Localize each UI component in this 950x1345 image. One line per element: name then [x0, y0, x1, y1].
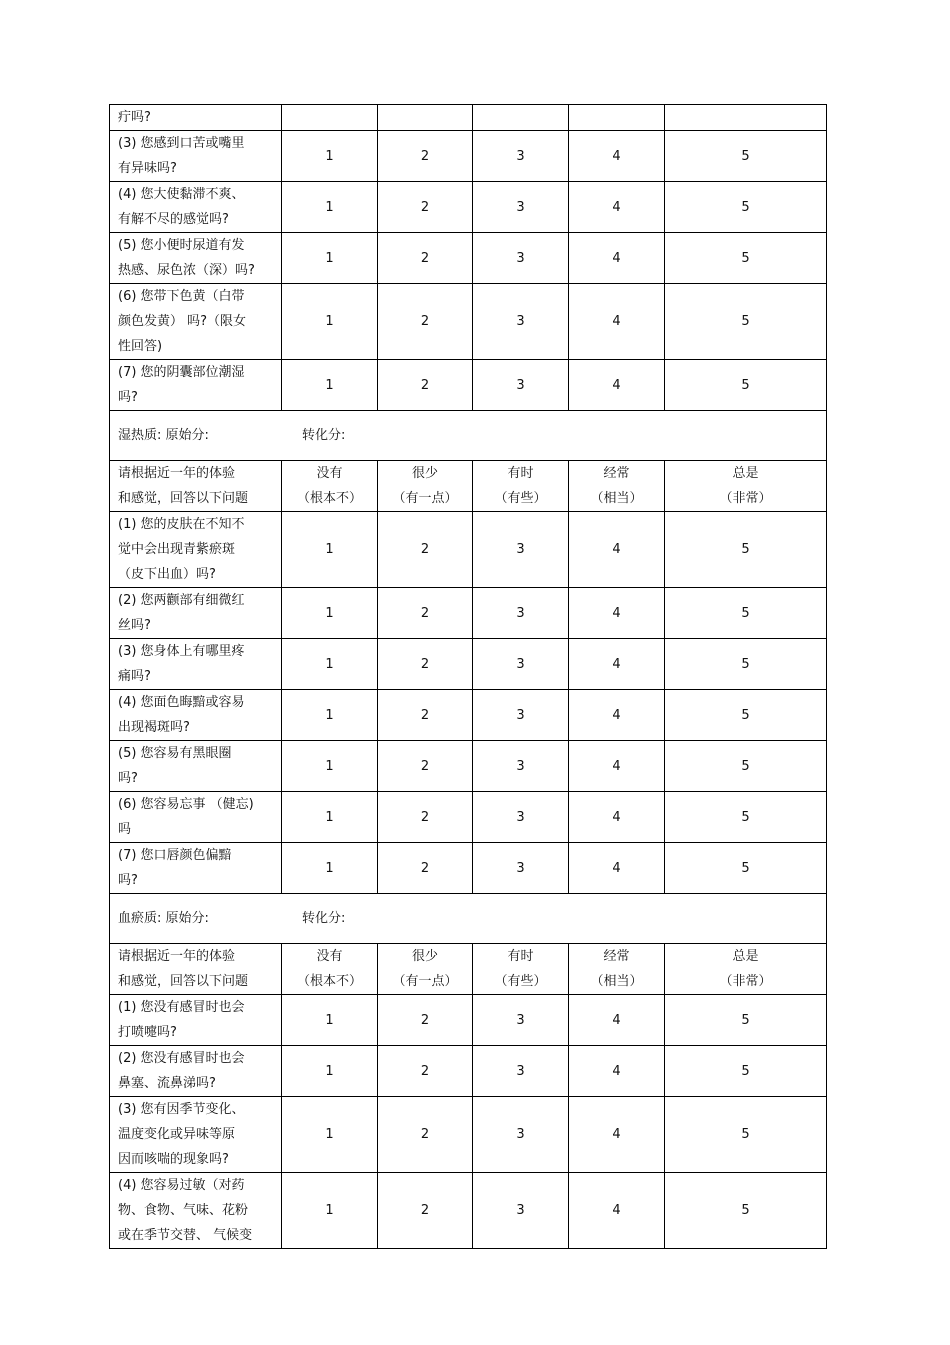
empty-score-cell	[473, 105, 569, 131]
option-header-3	[473, 944, 569, 995]
question-row	[110, 639, 827, 690]
question-line: 吗	[118, 822, 132, 837]
score-option-5[interactable]: 5	[665, 741, 827, 792]
score-option-5[interactable]: 5	[665, 1097, 827, 1173]
score-option-3[interactable]: 3	[473, 1173, 569, 1249]
question-line: 有解不尽的感觉吗?	[118, 212, 229, 227]
score-option-4[interactable]: 4	[569, 233, 665, 284]
question-text	[110, 741, 282, 792]
score-option-2[interactable]: 2	[378, 995, 473, 1046]
question-line: 因而咳喘的现象吗?	[118, 1152, 229, 1167]
converted-score-label: 转化分:	[302, 911, 346, 926]
raw-score-label: 湿热质: 原始分:	[118, 428, 209, 443]
question-text	[110, 995, 282, 1046]
option-sublabel: （有些）	[494, 974, 547, 989]
question-row	[110, 741, 827, 792]
score-option-3[interactable]: 3	[473, 233, 569, 284]
option-sublabel: （有些）	[494, 491, 547, 506]
question-text	[110, 182, 282, 233]
score-option-1[interactable]: 1	[282, 792, 378, 843]
option-sublabel: （相当）	[590, 491, 643, 506]
question-line: 热感、尿色浓（深）吗?	[118, 263, 255, 278]
option-label: 很少	[411, 949, 438, 964]
score-option-3[interactable]: 3	[473, 995, 569, 1046]
score-summary-row	[110, 411, 827, 461]
score-option-3[interactable]: 3	[473, 1046, 569, 1097]
empty-score-cell	[282, 105, 378, 131]
converted-score-label: 转化分:	[302, 428, 346, 443]
score-option-1[interactable]: 1	[282, 512, 378, 588]
score-option-5[interactable]: 5	[665, 588, 827, 639]
score-option-2[interactable]: 2	[378, 131, 473, 182]
question-row	[110, 233, 827, 284]
question-row	[110, 588, 827, 639]
score-option-4[interactable]: 4	[569, 284, 665, 360]
score-option-1[interactable]: 1	[282, 741, 378, 792]
score-option-3[interactable]: 3	[473, 792, 569, 843]
question-row	[110, 182, 827, 233]
score-option-1[interactable]: 1	[282, 1046, 378, 1097]
question-line: 出现褐斑吗?	[118, 720, 190, 735]
option-label: 总是	[732, 466, 759, 481]
header-prompt-line: 请根据近一年的体验	[118, 949, 236, 964]
option-label: 很少	[411, 466, 438, 481]
score-option-1[interactable]: 1	[282, 284, 378, 360]
score-option-5[interactable]: 5	[665, 690, 827, 741]
score-option-4[interactable]: 4	[569, 588, 665, 639]
question-row	[110, 843, 827, 894]
question-text	[110, 284, 282, 360]
question-line: (7) 您的阴囊部位潮湿	[118, 365, 245, 380]
score-option-4[interactable]: 4	[569, 792, 665, 843]
score-option-4[interactable]: 4	[569, 512, 665, 588]
score-option-1[interactable]: 1	[282, 1173, 378, 1249]
question-line: (5) 您容易有黑眼圈	[118, 746, 232, 761]
question-line: 觉中会出现青紫瘀斑	[118, 542, 236, 557]
score-option-3[interactable]: 3	[473, 284, 569, 360]
option-header-1	[282, 461, 378, 512]
score-option-3[interactable]: 3	[473, 360, 569, 411]
option-header-1	[282, 944, 378, 995]
score-option-3[interactable]: 3	[473, 588, 569, 639]
question-line: (6) 您容易忘事 （健忘)	[118, 797, 254, 812]
question-text	[110, 690, 282, 741]
header-row	[110, 461, 827, 512]
score-option-2[interactable]: 2	[378, 360, 473, 411]
score-option-3[interactable]: 3	[473, 1097, 569, 1173]
question-line: (3) 您感到口苦或嘴里	[118, 136, 245, 151]
question-text	[110, 1097, 282, 1173]
option-sublabel: （根本不）	[296, 491, 362, 506]
header-prompt-line: 和感觉，回答以下问题	[118, 491, 249, 506]
score-option-3[interactable]: 3	[473, 639, 569, 690]
question-line: 颜色发黄） 吗?（限女	[118, 314, 247, 329]
score-option-2[interactable]: 2	[378, 639, 473, 690]
option-sublabel: （有一点）	[392, 491, 458, 506]
option-header-4	[569, 461, 665, 512]
question-line: (3) 您有因季节变化、	[118, 1102, 245, 1117]
question-line: (4) 您大使黏滞不爽、	[118, 187, 245, 202]
score-option-1[interactable]: 1	[282, 182, 378, 233]
empty-score-cell	[378, 105, 473, 131]
option-header-4	[569, 944, 665, 995]
score-option-4[interactable]: 4	[569, 690, 665, 741]
score-option-2[interactable]: 2	[378, 843, 473, 894]
score-option-4[interactable]: 4	[569, 995, 665, 1046]
question-line: 打喷嚏吗?	[118, 1025, 177, 1040]
question-text	[110, 792, 282, 843]
score-option-5[interactable]: 5	[665, 843, 827, 894]
score-option-5[interactable]: 5	[665, 233, 827, 284]
option-label: 经常	[603, 949, 630, 964]
score-option-4[interactable]: 4	[569, 131, 665, 182]
score-option-2[interactable]: 2	[378, 741, 473, 792]
score-option-4[interactable]: 4	[569, 741, 665, 792]
question-line: (2) 您两颧部有细微红	[118, 593, 245, 608]
option-header-2	[378, 461, 473, 512]
score-option-5[interactable]: 5	[665, 792, 827, 843]
question-line: 吗?	[118, 873, 138, 888]
raw-score-label: 血瘀质: 原始分:	[118, 911, 209, 926]
questionnaire-body	[110, 105, 827, 1249]
score-option-4[interactable]: 4	[569, 360, 665, 411]
option-label: 有时	[507, 949, 534, 964]
question-line: (2) 您没有感冒时也会	[118, 1051, 245, 1066]
question-row	[110, 512, 827, 588]
header-prompt-line: 和感觉，回答以下问题	[118, 974, 249, 989]
score-option-5[interactable]: 5	[665, 639, 827, 690]
score-option-5[interactable]: 5	[665, 1046, 827, 1097]
questionnaire-table	[109, 104, 827, 1249]
question-row	[110, 995, 827, 1046]
score-summary	[110, 894, 827, 944]
question-text	[110, 360, 282, 411]
question-row	[110, 792, 827, 843]
score-option-2[interactable]: 2	[378, 182, 473, 233]
question-text	[110, 1046, 282, 1097]
score-option-3[interactable]: 3	[473, 741, 569, 792]
score-option-4[interactable]: 4	[569, 843, 665, 894]
score-option-3[interactable]: 3	[473, 843, 569, 894]
question-text	[110, 233, 282, 284]
score-option-5[interactable]: 5	[665, 1173, 827, 1249]
question-row	[110, 360, 827, 411]
question-line: 吗?	[118, 390, 138, 405]
option-label: 没有	[316, 949, 343, 964]
question-line: 痛吗?	[118, 669, 151, 684]
question-text	[110, 639, 282, 690]
question-line: 鼻塞、流鼻涕吗?	[118, 1076, 216, 1091]
question-line: (6) 您带下色黄（白带	[118, 289, 245, 304]
score-option-5[interactable]: 5	[665, 512, 827, 588]
score-option-4[interactable]: 4	[569, 182, 665, 233]
question-row	[110, 131, 827, 182]
header-prompt	[110, 944, 282, 995]
option-header-3	[473, 461, 569, 512]
option-label: 没有	[316, 466, 343, 481]
question-line: 疔吗?	[118, 110, 151, 125]
option-sublabel: （相当）	[590, 974, 643, 989]
question-line: (4) 您面色晦黯或容易	[118, 695, 245, 710]
score-option-1[interactable]: 1	[282, 360, 378, 411]
option-sublabel: （非常）	[719, 491, 772, 506]
empty-score-cell	[569, 105, 665, 131]
score-option-2[interactable]: 2	[378, 1046, 473, 1097]
score-option-2[interactable]: 2	[378, 588, 473, 639]
score-summary	[110, 411, 827, 461]
option-sublabel: （非常）	[719, 974, 772, 989]
question-line: 有异味吗?	[118, 161, 177, 176]
score-option-4[interactable]: 4	[569, 1173, 665, 1249]
option-header-5	[665, 461, 827, 512]
score-option-1[interactable]: 1	[282, 843, 378, 894]
option-sublabel: （有一点）	[392, 974, 458, 989]
question-text	[110, 843, 282, 894]
header-row	[110, 944, 827, 995]
option-label: 总是	[732, 949, 759, 964]
question-line: 物、食物、气味、花粉	[118, 1203, 249, 1218]
option-sublabel: （根本不）	[296, 974, 362, 989]
score-option-2[interactable]: 2	[378, 690, 473, 741]
question-text	[110, 1173, 282, 1249]
option-label: 有时	[507, 466, 534, 481]
score-option-5[interactable]: 5	[665, 360, 827, 411]
question-text	[110, 105, 282, 131]
option-header-2	[378, 944, 473, 995]
score-option-1[interactable]: 1	[282, 639, 378, 690]
question-line: (3) 您身体上有哪里疼	[118, 644, 245, 659]
question-line: 吗?	[118, 771, 138, 786]
score-option-1[interactable]: 1	[282, 995, 378, 1046]
question-line: (1) 您没有感冒时也会	[118, 1000, 245, 1015]
score-option-4[interactable]: 4	[569, 1046, 665, 1097]
score-option-5[interactable]: 5	[665, 182, 827, 233]
question-line: (4) 您容易过敏（对药	[118, 1178, 245, 1193]
question-row	[110, 1173, 827, 1249]
question-text	[110, 131, 282, 182]
question-line: (7) 您口唇颜色偏黯	[118, 848, 232, 863]
score-option-5[interactable]: 5	[665, 995, 827, 1046]
header-prompt-line: 请根据近一年的体验	[118, 466, 236, 481]
question-line: 温度变化或异味等原	[118, 1127, 236, 1142]
score-option-1[interactable]: 1	[282, 131, 378, 182]
question-text	[110, 512, 282, 588]
question-line: （皮下出血）吗?	[118, 567, 216, 582]
score-option-2[interactable]: 2	[378, 1173, 473, 1249]
option-label: 经常	[603, 466, 630, 481]
score-option-1[interactable]: 1	[282, 233, 378, 284]
score-option-3[interactable]: 3	[473, 690, 569, 741]
question-row	[110, 1046, 827, 1097]
score-option-2[interactable]: 2	[378, 284, 473, 360]
question-line: 或在季节交替、 气候变	[118, 1228, 253, 1243]
question-row	[110, 284, 827, 360]
score-option-3[interactable]: 3	[473, 131, 569, 182]
header-prompt	[110, 461, 282, 512]
option-header-5	[665, 944, 827, 995]
score-option-1[interactable]: 1	[282, 1097, 378, 1173]
score-option-2[interactable]: 2	[378, 233, 473, 284]
question-line: 性回答)	[118, 339, 163, 354]
question-row	[110, 690, 827, 741]
score-option-1[interactable]: 1	[282, 690, 378, 741]
score-option-3[interactable]: 3	[473, 512, 569, 588]
score-option-3[interactable]: 3	[473, 182, 569, 233]
question-text	[110, 588, 282, 639]
score-option-2[interactable]: 2	[378, 512, 473, 588]
question-line: 丝吗?	[118, 618, 151, 633]
score-option-2[interactable]: 2	[378, 1097, 473, 1173]
score-option-5[interactable]: 5	[665, 284, 827, 360]
score-option-5[interactable]: 5	[665, 131, 827, 182]
score-option-1[interactable]: 1	[282, 588, 378, 639]
score-option-4[interactable]: 4	[569, 1097, 665, 1173]
score-option-4[interactable]: 4	[569, 639, 665, 690]
empty-score-cell	[665, 105, 827, 131]
question-line: (5) 您小便时尿道有发	[118, 238, 245, 253]
question-row	[110, 1097, 827, 1173]
score-summary-row	[110, 894, 827, 944]
score-option-2[interactable]: 2	[378, 792, 473, 843]
question-line: (1) 您的皮肤在不知不	[118, 517, 245, 532]
question-row-continued	[110, 105, 827, 131]
